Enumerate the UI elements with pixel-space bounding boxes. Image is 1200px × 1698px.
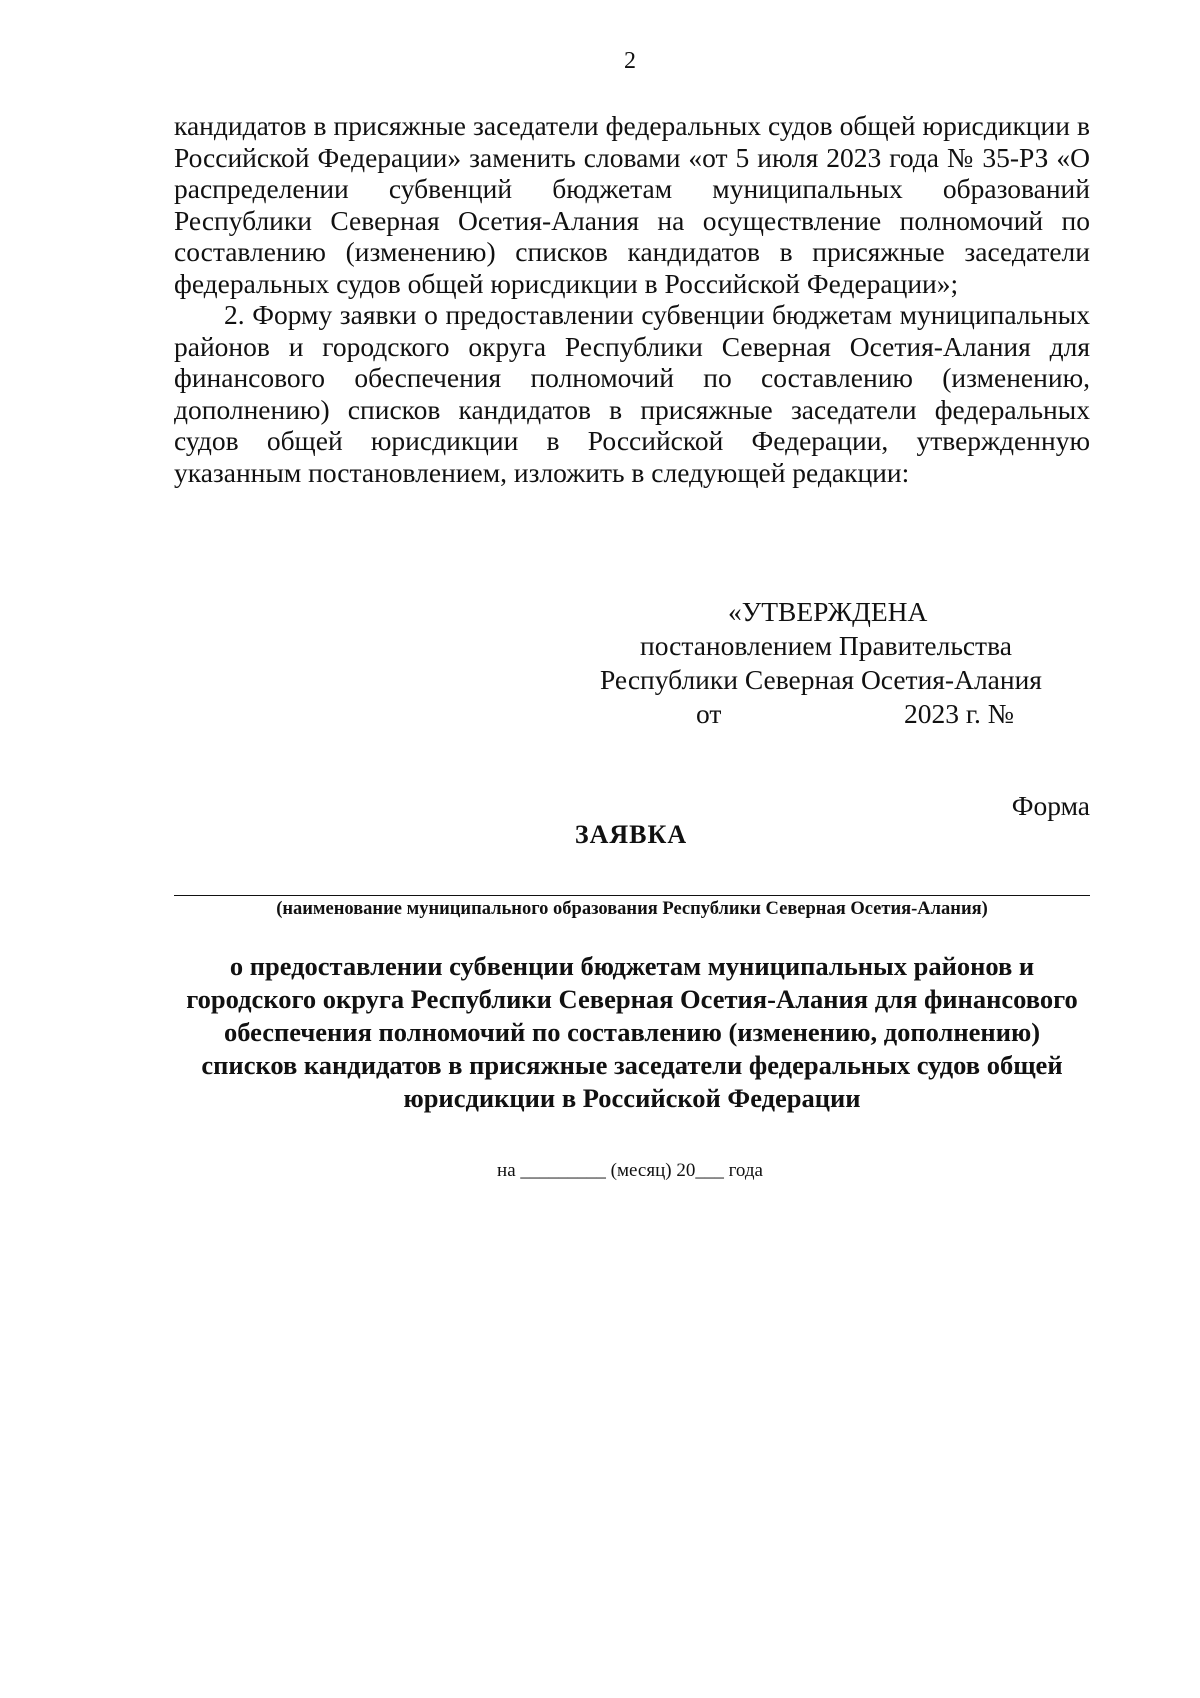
- approval-authority: постановлением Правительства: [640, 630, 1012, 661]
- body-text: [174, 110, 1090, 488]
- approval-date-prefix: от: [696, 698, 722, 729]
- paragraph-item-2: 2. Форму заявки о предоставлении субвенции бюджетам муниципальных районов и городского округа Республики Северная Осетия-Алания для финансового обеспечения полномочий по составлению (изменению, дополнению) списков кандидатов в присяжные заседатели федеральных судов общей юрисдикции в Российской Федерации, утвержденную указанным постановлением, изложить в следующей редакции:: [174, 299, 1090, 488]
- document-title: ЗАЯВКА: [574, 820, 688, 849]
- period-line: на _________ (месяц) 20___ года: [497, 1160, 763, 1181]
- paragraph-continuation: кандидатов в присяжные заседатели федеральных судов общей юрисдикции в Российской Федерации» заменить словами «от 5 июля 2023 года № 35-РЗ «О распределении субвенций бюджетам муниципальных образований Республики Северная Осетия-Алания на осуществление полномочий по составлению (изменению) списков кандидатов в присяжные заседатели федеральных судов общей юрисдикции в Российской Федерации»;: [174, 110, 1090, 299]
- request-subject: о предоставлении субвенции бюджетам муниципальных районов и городского округа Республики Северная Осетия-Алания для финансового обеспечения полномочий по составлению (изменению, дополнению) списков кандидатов в присяжные заседатели федеральных судов общей юрисдикции в Российской Федерации: [186, 951, 1078, 1113]
- approval-republic: Республики Северная Осетия-Алания: [600, 664, 1042, 695]
- page-number: 2: [624, 48, 636, 74]
- municipality-underline: [174, 895, 1090, 896]
- approval-heading: «УТВЕРЖДЕНА: [728, 596, 928, 627]
- form-label: Форма: [1011, 790, 1090, 821]
- approval-date-suffix: 2023 г. №: [904, 698, 1015, 729]
- municipality-caption: (наименование муниципального образования Республики Северная Осетия-Алания): [276, 899, 988, 919]
